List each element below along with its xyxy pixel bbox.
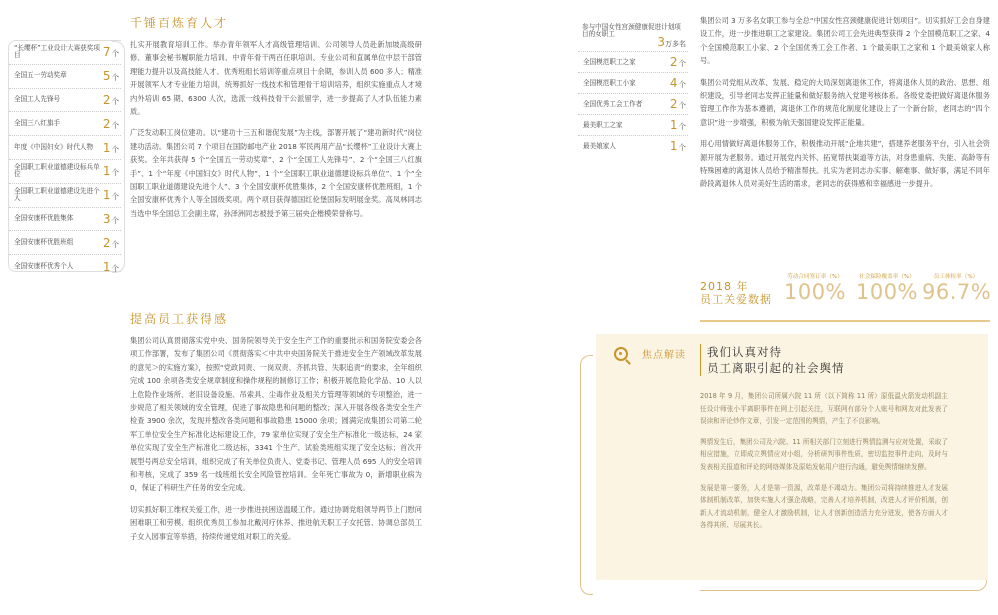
award-count: 2个 [669,97,686,112]
award-label: 全国安康杯优胜集体 [14,214,74,223]
award-label: 全国模范职工之家 [583,57,636,66]
focus-tag: 焦点解读 [642,350,686,361]
award-label: 全国职工职业道德建设先进个人 [14,186,100,203]
award-row [9,208,121,232]
award-count: 2个 [669,55,686,70]
award-row [578,73,688,94]
award-count: 1个 [669,139,686,154]
award-count: 1个 [102,188,119,203]
stat-label: 社会保险覆盖率（%） [859,274,915,280]
paragraph: 2018 年 9 月，集团公司所属六院 11 所（以下简称 11 所）原低温火箭发动机副主任设计师张小平离职事件在网上引起关注，互联网有部分个人账号和网友对此发表了误读和评论炒作文章，引发一定范围的舆情，产生了不良影响。 [700,392,948,426]
award-label: 最美娘家人 [583,141,616,150]
award-row [9,65,121,89]
bracket-decoration [112,41,125,273]
award-row [9,184,121,208]
award-label: 全国工人先锋号 [14,95,61,104]
section-title-talent: 千锤百炼育人才 [130,16,229,30]
award-count: 2个 [102,235,119,250]
award-row [9,89,121,113]
bracket-decoration [580,355,593,595]
award-label: 全国安康杯优秀个人 [14,261,74,270]
section-body-wellbeing [130,334,422,551]
magnifier-icon [614,347,628,361]
award-count: 1个 [102,140,119,155]
award-label: 全国职工职业道德建设标兵单位 [14,162,100,179]
award-label: 全国三八红旗手 [14,119,61,128]
paragraph: 集团公司 3 万多名女职工参与全总“中国女性宫颈健康促进计划项目”。切实抓好工会自身建设工作，进一步推进职工之家建设。集团公司工会先进典型获得 2 个全国模范职工之家、4 个全国模范职工小家、2 个全国优秀工会工作者、1 个最美职工之家和 1 个最美娘家人称号。 [700,16,990,66]
stat-label: 员工体检率（%） [933,274,979,280]
stat-value: 100% [855,280,919,304]
award-count: 1个 [102,164,119,179]
stats-year: 2018 年 [700,280,749,293]
awards-panel-left [8,40,121,272]
stat-value: 100% [783,280,847,304]
paragraph: 扎实开展教育培训工作。举办青年领军人才高级管理培训、公司领导人员赴新加坡高级研修、董事会秘书履职能力培训、中青年骨干两百任职培训、专业公司和直属单位中层干部管理能力提升以及高技能人才、优秀班组长培训等重点项目十余期，参训人员 600 多人；精准开展领军人才专业能力培训，统筹抓好一线技术和管理骨干培训培养，组织实施重点人才境内外培训 65 期、6300 人次，选派一线科技骨干公派留学，进一步提高了人才队伍能力素质。 [130,40,422,117]
employee-care-stats [700,272,990,322]
award-row [9,160,121,184]
award-count: 2个 [102,92,119,107]
paragraph: 发展是第一要务，人才是第一资源，改革是不竭动力。集团公司将持续推进人才发展体制机制改革，加快实施人才强企战略，完善人才培养机制，改进人才评价机制，创新人才流动机制，健全人才激励机制，让人才创新创造活力充分迸发，使各方面人才各得其所、尽展其长。 [700,483,948,530]
award-label: 最美职工之家 [583,120,623,129]
award-count: 3个 [102,211,119,226]
award-count: 5个 [102,69,119,84]
award-row [9,231,121,255]
award-row [578,94,688,115]
award-row [9,112,121,136]
stats-label: 员工关爱数据 [700,293,772,306]
award-label: 年度《中国妇女》时代人物 [14,142,94,151]
stat-value: 96.7% [922,280,992,304]
focus-box [596,334,988,580]
award-count: 7个 [102,45,119,60]
focus-title-line2: 员工离职引起的社会舆情 [707,361,845,375]
focus-title-line1: 我们认真对待 [707,345,782,359]
award-label: “长缨杯”工业设计大赛获奖项目 [14,43,100,60]
section-body-union [700,14,990,199]
award-label: 全国五一劳动奖章 [14,71,67,80]
award-count: 4个 [669,76,686,91]
awards-header [578,22,688,52]
award-count: 2个 [102,116,119,131]
stat-label: 劳动合同签订率（%） [787,274,843,280]
award-label: 全国模范职工小家 [583,78,636,87]
paragraph: 集团公司党组从改革、发展、稳定的大局深划离退休工作，将离退休人员的政治、思想、组织建设，引导老同志发挥正能量和做好服务纳入党建考核体系。各级党委把做好离退休服务管理工作作为基本遵循，离退休工作的规范化制度化建设上了一个新台阶，老同志的“四个意识”进一步增强，积极为航天强国建设发挥正能量。 [700,77,990,127]
award-row [9,41,121,65]
paragraph: 集团公司认真贯彻落实党中央、国务院领导关于安全生产工作的重要批示和国务院安委会各项工作部署，发布了集团公司《贯彻落实＜中共中央国务院关于推进安全生产领域改革发展的意见＞的实施方案》，按照“党政同责、一岗双责、齐抓共管、失职追责”的要求，全年组织完成 100 余项各类安全规章制度和操作规程的制修订工作；积极开展危险化学品、10 人以上危险作业场所、老旧设备设施、吊索具、尘毒作业及相关方管理等领域的专项整治，进一步规范了相关领域的安全管理，促进了事故隐患和问题的整改；深入开展各级各类安全生产检查 3900 余次，发现并整改各类问题和事故隐患 15000 余项；圆满完成集团公司第二轮军工单位安全生产标准化达标建设工作，79 家单位实现了安全生产标准化一级达标，24 家单位实现了安全生产标准化二级达标，3341 个生产、试验类班组实现了安全达标；首次开展型号两总安全培训，组织完成了有关单位负责人、党委书记、管理人员 695 人的安全培训和考核，完成了 359 名一线班组长安全风险管控培训。全年死亡事故为 0，新增职业病为 0，保证了科研生产任务的安全完成。 [130,336,422,493]
award-row [578,115,688,136]
award-row [9,136,121,160]
award-row [578,136,688,156]
award-count: 1个 [669,118,686,133]
paragraph: 舆情发生后，集团公司及六院、11 所相关部门立刻进行舆情监测与应对处置，采取了相应措施，立即成立舆情应对小组，分析研判事件性质，密切监控事件走向，及时与发表相关报道和评论的网络媒体及原始发帖用户进行沟通，避免舆情继续发酵。 [700,437,948,471]
awards-panel-right [578,22,688,160]
paragraph: 切实抓好职工维权关爱工作，进一步推进扶困送温暖工作。通过协调党组领导两节上门慰问困难职工和劳模、组织优秀员工参加北戴河疗休养、推进航天职工子女托管、协调总部员工子女入园事宜等举措，持续传递党组对职工的关爱。 [130,504,422,541]
paragraph: 用心用情做好离退休服务工作，积极推动开展“企地共建”，搭建养老服务平台，引入社会资源开展为老服务。通过开展党内关怀、拓宽帮扶渠道等方法，对身患重病、失能、高龄等有特殊困难的离退休人员给予精准帮扶。扎实为老同志办实事、解难事、做好事，满足不同年龄段离退休人员对美好生活的需求，老同志的获得感和幸福感进一步提升。 [700,139,990,189]
award-row [578,52,688,73]
award-count: 1个 [102,259,119,274]
award-label: 全国安康杯优胜班组 [14,238,74,247]
section-title-wellbeing: 提高员工获得感 [130,312,229,326]
paragraph: 广泛发动职工岗位建功。以“建功十三五和谐促发展”为主线，部署开展了“建功新时代”岗位建功活动。集团公司 7 个项目在国防邮电产业 2018 军民两用产品“长缨杯”工业设计大赛上获奖。全年共获得 5 个“全国五一劳动奖章”、2 个“全国工人先锋号”、2 个“全国三八红旗手”、1 个“年度《中国妇女》时代人物”、1 个“全国职工职业道德建设标兵单位”、1 个“全国职工职业道德建设先进个人”、3 个全国安康杯优胜集体，2 个全国安康杯优胜班组，1 个全国安康杯优秀个人等全国级奖项。两个项目获得德国红伦堡国际发明展金奖。高凤林同志当选中华全国总工会副主席，孙泽洲同志被授予第三届央企楷模荣誉称号。 [130,128,422,218]
awards-header-label: 参与中国女性宫颈健康促进计划项目的女职工 [582,23,681,39]
section-body-talent [130,38,422,228]
award-label: 全国优秀工会工作者 [583,99,643,108]
awards-header-count: 3万多名 [657,34,686,49]
bracket-decoration [700,580,987,591]
award-row [9,255,121,278]
